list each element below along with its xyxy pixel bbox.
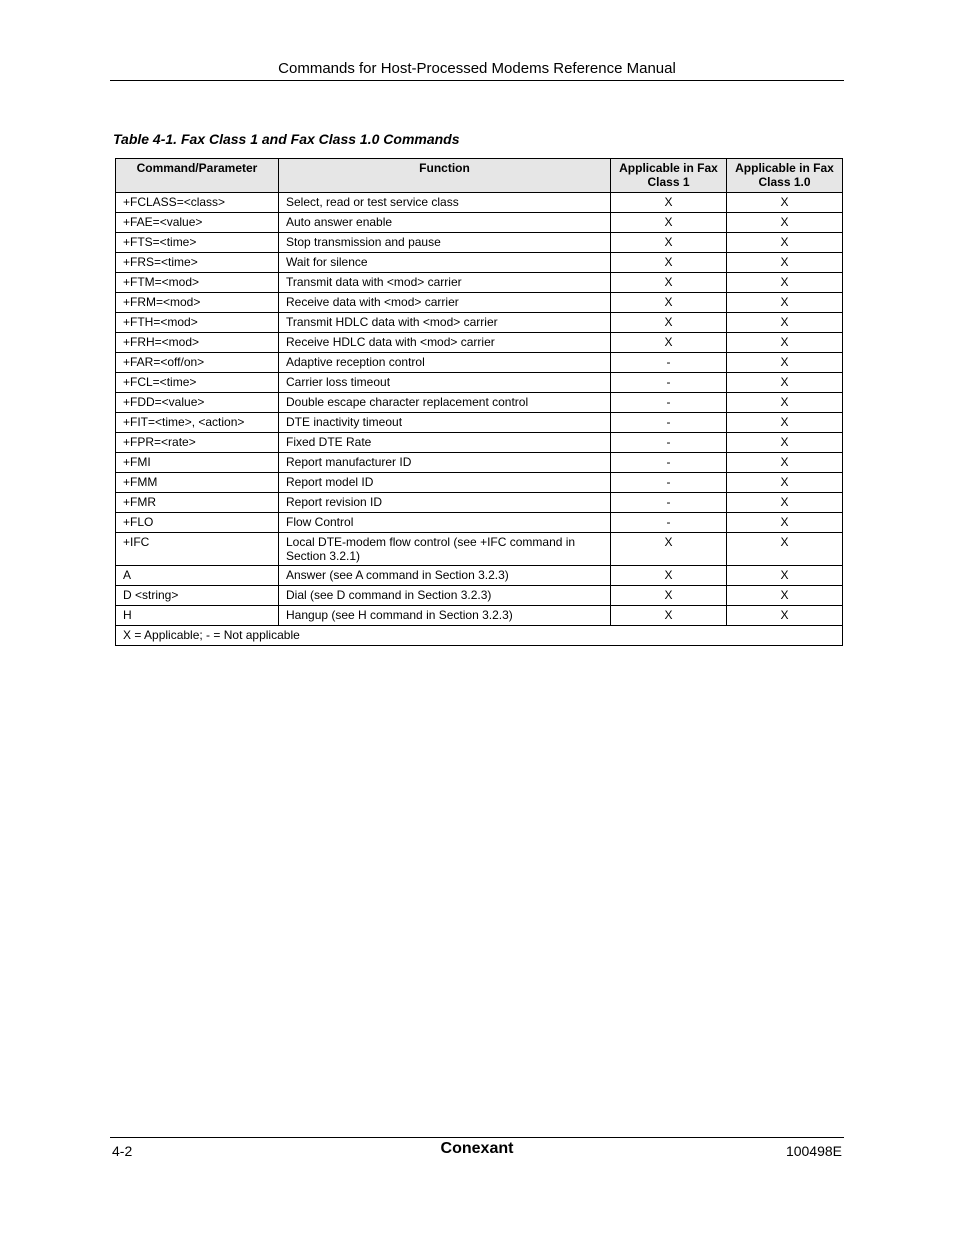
command-cell: +FTH=<mod> — [116, 313, 279, 333]
command-cell: +FIT=<time>, <action> — [116, 413, 279, 433]
table-footnote-row — [116, 626, 843, 646]
fax-class-1-0-cell: X — [727, 606, 843, 626]
function-cell: Receive HDLC data with <mod> carrier — [279, 333, 611, 353]
command-cell: +FCLASS=<class> — [116, 193, 279, 213]
table-row — [116, 453, 843, 473]
command-cell: +FRM=<mod> — [116, 293, 279, 313]
command-cell: +FAE=<value> — [116, 213, 279, 233]
table-row — [116, 393, 843, 413]
table-row — [116, 433, 843, 453]
table-caption: Table 4-1. Fax Class 1 and Fax Class 1.0 Commands — [113, 131, 460, 147]
fax-class-1-cell: X — [611, 213, 727, 233]
command-cell: +FMI — [116, 453, 279, 473]
fax-class-1-0-cell: X — [727, 273, 843, 293]
company-name: Conexant — [440, 1140, 514, 1157]
function-cell: Dial (see D command in Section 3.2.3) — [279, 586, 611, 606]
table-row — [116, 533, 843, 566]
fax-class-1-cell: - — [611, 373, 727, 393]
fax-class-1-cell: - — [611, 353, 727, 373]
command-cell: +FRS=<time> — [116, 253, 279, 273]
fax-class-1-cell: X — [611, 233, 727, 253]
command-cell: A — [116, 566, 279, 586]
table-row — [116, 473, 843, 493]
function-cell: Transmit data with <mod> carrier — [279, 273, 611, 293]
fax-class-1-0-cell: X — [727, 473, 843, 493]
function-cell: Report revision ID — [279, 493, 611, 513]
function-cell: Transmit HDLC data with <mod> carrier — [279, 313, 611, 333]
fax-class-1-cell: X — [611, 193, 727, 213]
document-number: 100498E — [785, 1143, 842, 1159]
function-cell: Auto answer enable — [279, 213, 611, 233]
fax-class-1-0-cell: X — [727, 413, 843, 433]
fax-class-1-0-cell: X — [727, 586, 843, 606]
table-row — [116, 373, 843, 393]
fax-class-1-cell: - — [611, 433, 727, 453]
fax-class-1-0-cell: X — [727, 393, 843, 413]
table-row — [116, 513, 843, 533]
command-cell: +FLO — [116, 513, 279, 533]
fax-class-1-0-cell: X — [727, 333, 843, 353]
page-number: 4-2 — [112, 1143, 133, 1159]
table-header-row — [116, 159, 843, 193]
command-cell: +FMR — [116, 493, 279, 513]
table-row — [116, 493, 843, 513]
function-cell: Double escape character replacement control — [279, 393, 611, 413]
fax-commands-table — [115, 158, 843, 646]
column-header-function: Function — [279, 159, 611, 193]
fax-class-1-0-cell: X — [727, 433, 843, 453]
command-cell: +FAR=<off/on> — [116, 353, 279, 373]
fax-class-1-cell: X — [611, 313, 727, 333]
fax-class-1-0-cell: X — [727, 213, 843, 233]
table-row — [116, 293, 843, 313]
fax-class-1-0-cell: X — [727, 353, 843, 373]
table-row — [116, 193, 843, 213]
function-cell: Wait for silence — [279, 253, 611, 273]
fax-class-1-cell: X — [611, 333, 727, 353]
table-row — [116, 413, 843, 433]
fax-class-1-0-cell: X — [727, 313, 843, 333]
fax-class-1-cell: - — [611, 473, 727, 493]
table-row — [116, 566, 843, 586]
fax-class-1-cell: - — [611, 493, 727, 513]
function-cell: Flow Control — [279, 513, 611, 533]
function-cell: Hangup (see H command in Section 3.2.3) — [279, 606, 611, 626]
command-cell: H — [116, 606, 279, 626]
function-cell: Carrier loss timeout — [279, 373, 611, 393]
command-cell: +FRH=<mod> — [116, 333, 279, 353]
table-body — [116, 193, 843, 626]
fax-class-1-0-cell: X — [727, 566, 843, 586]
function-cell: Report manufacturer ID — [279, 453, 611, 473]
fax-class-1-cell: X — [611, 606, 727, 626]
table-row — [116, 253, 843, 273]
table-row — [116, 586, 843, 606]
fax-class-1-0-cell: X — [727, 533, 843, 566]
function-cell: Answer (see A command in Section 3.2.3) — [279, 566, 611, 586]
fax-class-1-cell: X — [611, 293, 727, 313]
command-cell: +FDD=<value> — [116, 393, 279, 413]
function-cell: DTE inactivity timeout — [279, 413, 611, 433]
function-cell: Report model ID — [279, 473, 611, 493]
table-row — [116, 606, 843, 626]
fax-class-1-cell: - — [611, 453, 727, 473]
function-cell: Receive data with <mod> carrier — [279, 293, 611, 313]
fax-class-1-0-cell: X — [727, 493, 843, 513]
table-row — [116, 313, 843, 333]
command-cell: +IFC — [116, 533, 279, 566]
fax-class-1-0-cell: X — [727, 293, 843, 313]
function-cell: Adaptive reception control — [279, 353, 611, 373]
column-header-fax-class-1: Applicable in Fax Class 1 — [611, 159, 727, 193]
fax-class-1-cell: X — [611, 253, 727, 273]
table-row — [116, 213, 843, 233]
table-row — [116, 353, 843, 373]
command-cell: +FTS=<time> — [116, 233, 279, 253]
fax-class-1-cell: X — [611, 273, 727, 293]
table-row — [116, 333, 843, 353]
command-cell: +FTM=<mod> — [116, 273, 279, 293]
fax-class-1-cell: X — [611, 586, 727, 606]
function-cell: Fixed DTE Rate — [279, 433, 611, 453]
command-cell: +FMM — [116, 473, 279, 493]
header-divider — [110, 80, 844, 81]
command-cell: +FCL=<time> — [116, 373, 279, 393]
command-cell: D <string> — [116, 586, 279, 606]
function-cell: Stop transmission and pause — [279, 233, 611, 253]
command-cell: +FPR=<rate> — [116, 433, 279, 453]
fax-class-1-cell: - — [611, 513, 727, 533]
column-header-fax-class-1-0: Applicable in Fax Class 1.0 — [727, 159, 843, 193]
footer-divider — [110, 1137, 844, 1138]
fax-class-1-0-cell: X — [727, 513, 843, 533]
page-header-title: Commands for Host-Processed Modems Reference Manual — [278, 60, 676, 77]
fax-class-1-0-cell: X — [727, 453, 843, 473]
column-header-command: Command/Parameter — [116, 159, 279, 193]
fax-class-1-cell: X — [611, 566, 727, 586]
table-row — [116, 273, 843, 293]
fax-class-1-0-cell: X — [727, 233, 843, 253]
function-cell: Local DTE-modem flow control (see +IFC command in Section 3.2.1) — [279, 533, 611, 566]
table-row — [116, 233, 843, 253]
function-cell: Select, read or test service class — [279, 193, 611, 213]
table-footnote: X = Applicable; - = Not applicable — [116, 626, 843, 646]
fax-class-1-0-cell: X — [727, 373, 843, 393]
fax-class-1-cell: - — [611, 413, 727, 433]
fax-class-1-cell: - — [611, 393, 727, 413]
fax-class-1-0-cell: X — [727, 253, 843, 273]
fax-class-1-cell: X — [611, 533, 727, 566]
fax-class-1-0-cell: X — [727, 193, 843, 213]
